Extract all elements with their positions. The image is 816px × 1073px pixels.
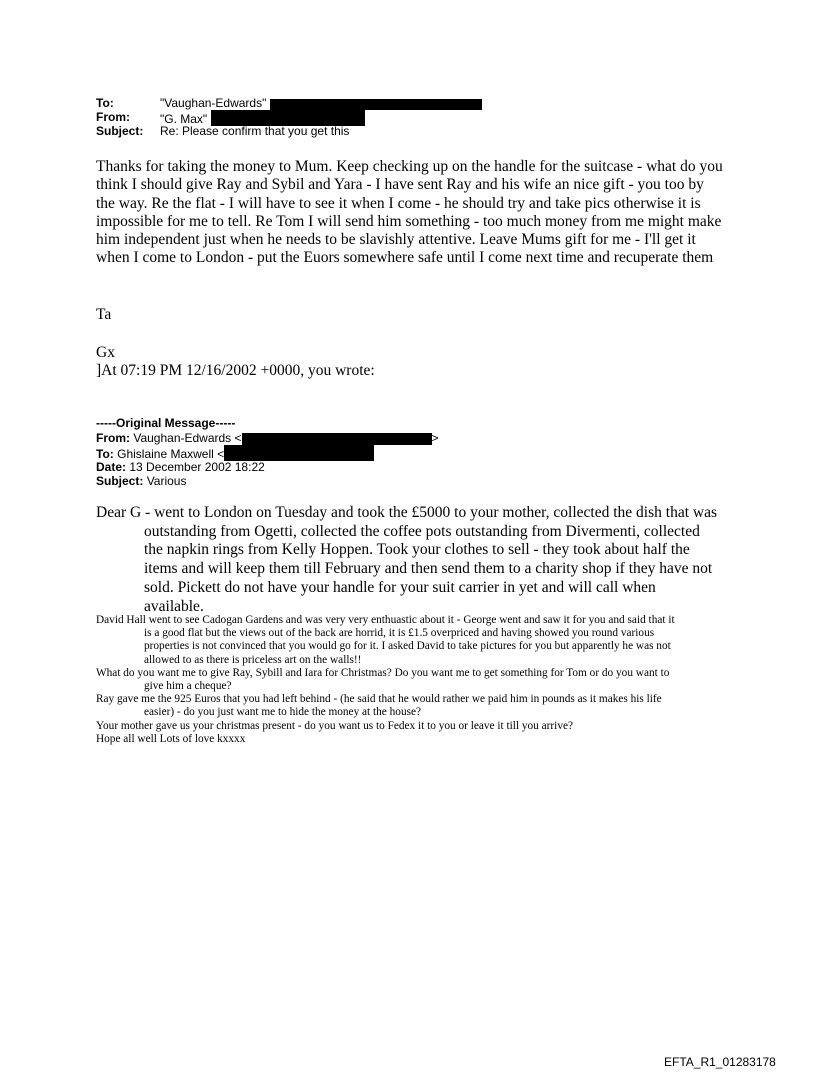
original-paragraph: David Hall went to see Cadogan Gardens and was very very enthuastic about it - George went and saw it for you and said that it is a good flat but the views out of the back are horrid, it is £1.5 overpriced and having showed you round various properties is not convinced that you would go for it. I asked David to take pictures for you but apparently he was not allowed to as there is priceless art on the walls!! — [96, 614, 675, 666]
reply-signature: Gx — [96, 344, 115, 361]
reply-body: Thanks for taking the money to Mum. Keep checking up on the handle for the suitcase - what do you think I should give Ray and Sybil and Yara - I have sent Ray and his wife an nice gift - you too by the way. Re the flat - I will have to see it when I come - he should try and take pics otherwise it is impossible for me to tell. Re Tom I will send him something - too much money from me might make him independent just when he needs to be slavishly attentive. Leave Mums gift for me - I'll get it when I come to London - put the Euors somewhere safe until I come next time and recuperate them — [96, 158, 723, 267]
original-body-main: Dear G - went to London on Tuesday and took the £5000 to your mother, collected the dish that was outstanding from Ogetti, collected the coffee pots outstanding from Divermenti, collected the napkin rings from Kelly Hoppen. Took your clothes to sell - they took about half the items and will keep them till February and then send them to a charity shop if they have not sold. Pickett do not have your handle for your suit carrier in yet and will call when available. — [96, 504, 717, 615]
original-paragraph: What do you want me to give Ray, Sybill and Iara for Christmas? Do you want me to get something for Tom or do you want to give him a cheque? — [96, 666, 670, 693]
document-id: EFTA_R1_01283178 — [664, 1055, 776, 1069]
from-label: From: — [96, 110, 130, 124]
original-to-label: To: — [96, 447, 114, 461]
original-from-row — [96, 431, 439, 446]
original-subject-value: Various — [146, 474, 187, 488]
original-title: -----Original Message----- — [96, 416, 236, 430]
original-to-value: Ghislaine Maxwell < — [117, 447, 225, 461]
original-body-paragraphs — [96, 614, 676, 746]
original-subject-row — [96, 474, 439, 489]
original-date-value: 13 December 2002 18:22 — [129, 459, 265, 474]
to-value — [160, 96, 482, 110]
original-from-value: Vaughan-Edwards < — [133, 430, 242, 445]
to-label: To: — [96, 96, 114, 110]
reply-ta: Ta — [96, 306, 112, 323]
redaction-box — [270, 99, 482, 110]
original-subject-label: Subject: — [96, 474, 144, 488]
original-paragraph: Your mother gave us your christmas present - do you want us to Fedex it to you or leave it till you arrive? — [96, 719, 573, 732]
from-name: "G. Max" — [160, 112, 208, 126]
original-date-label: Date: — [96, 459, 127, 474]
original-date-row — [96, 460, 439, 475]
quote-attribution: ]At 07:19 PM 12/16/2002 +0000, you wrote: — [96, 362, 375, 379]
original-paragraph: Ray gave me the 925 Euros that you had left behind - (he said that he would rather we paid him in pounds as it makes his life easier) - do you just want me to hide the money at the house? — [96, 693, 662, 719]
subject-label: Subject: — [96, 124, 144, 138]
original-paragraph: Hope all well Lots of love kxxxx — [96, 732, 246, 745]
to-name: "Vaughan-Edwards" — [160, 96, 267, 110]
original-message-header — [96, 416, 439, 489]
subject-value: Re: Please confirm that you get this — [160, 124, 350, 138]
original-from-close: > — [431, 430, 439, 445]
redaction-box — [242, 433, 432, 445]
original-from-label: From: — [96, 430, 130, 445]
original-to-row — [96, 445, 439, 460]
